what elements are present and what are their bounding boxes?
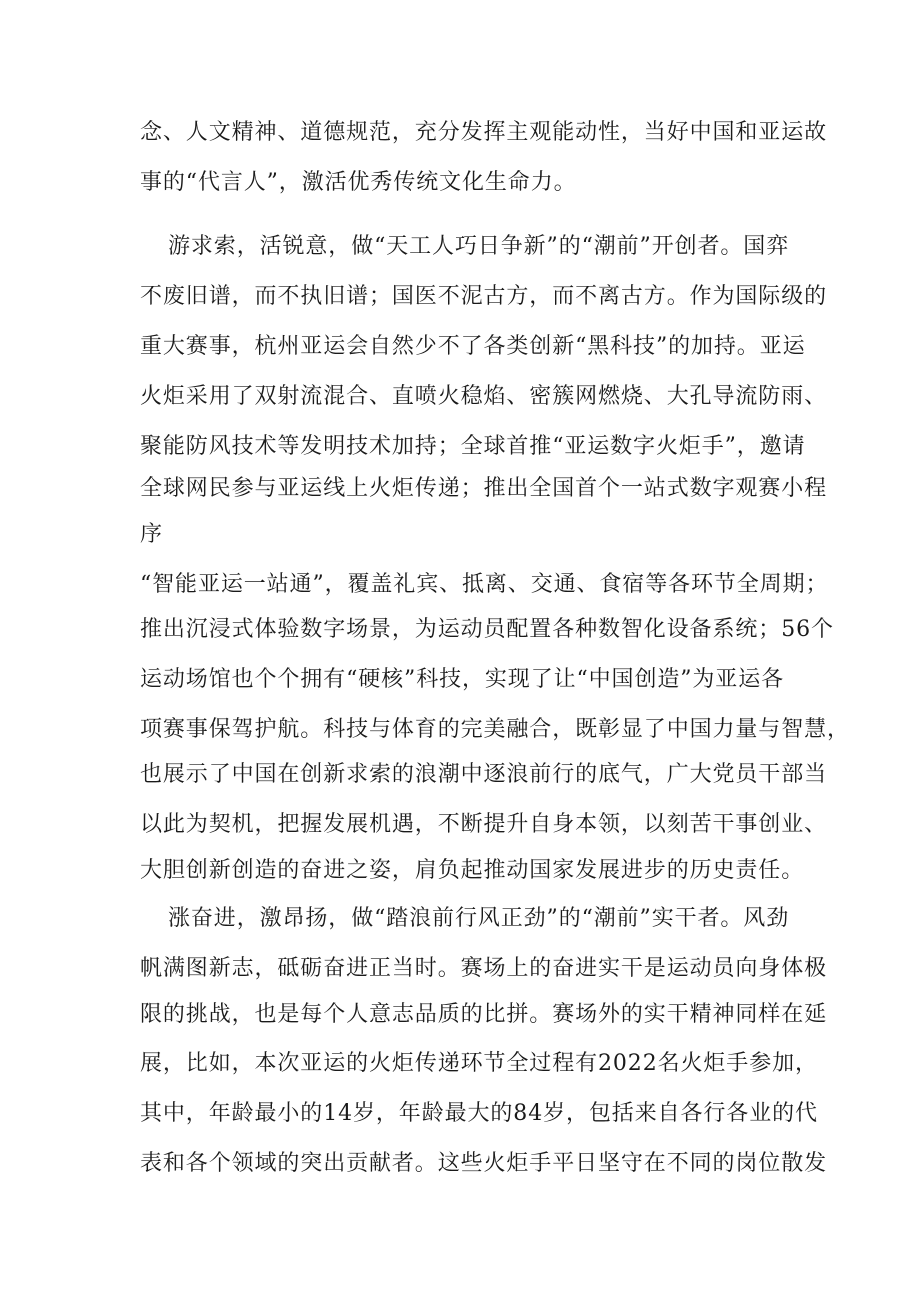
text-line: 运动场馆也个个拥有“硬核”科技，实现了让“中国创造”为亚运各 bbox=[140, 667, 784, 692]
text-line: 其中，年龄最小的14岁，年龄最大的84岁，包括来自各行各业的代 bbox=[140, 1101, 818, 1126]
text-line: 序 bbox=[140, 522, 163, 547]
text-line: 展，比如，本次亚运的火炬传递环节全过程有2022名火炬手参加， bbox=[140, 1051, 818, 1076]
text-line: 火炬采用了双射流混合、直喷火稳焰、密簇网燃烧、大孔导流防雨、 bbox=[140, 384, 828, 409]
text-line: 聚能防风技术等发明技术加持；全球首推“亚运数字火炬手”，邀请 bbox=[140, 434, 806, 459]
text-line: 不废旧谱，而不执旧谱；国医不泥古方，而不离古方。作为国际级的 bbox=[140, 284, 828, 309]
text-line: 以此为契机，把握发展机遇，不断提升自身本领，以刻苦干事创业、 bbox=[140, 812, 828, 837]
text-line: “智能亚运一站通”，覆盖礼宾、抵离、交通、食宿等各环节全周期； bbox=[140, 572, 829, 597]
text-line: 项赛事保驾护航。科技与体育的完美融合，既彰显了中国力量与智慧， bbox=[140, 717, 850, 742]
text-line: 推出沉浸式体验数字场景，为运动员配置各种数智化设备系统；56个 bbox=[140, 617, 834, 642]
text-line: 重大赛事，杭州亚运会自然少不了各类创新“黑科技”的加持。亚运 bbox=[140, 334, 806, 359]
text-line: 念、人文精神、道德规范，充分发挥主观能动性，当好中国和亚运故 bbox=[140, 120, 828, 145]
text-line: 也展示了中国在创新求索的浪潮中逐浪前行的底气，广大党员干部当 bbox=[140, 762, 828, 787]
paragraph-start-line: 涨奋进，激昂扬，做“踏浪前行风正劲”的“潮前”实干者。风劲 bbox=[168, 906, 790, 931]
text-line: 事的“代言人”，激活优秀传统文化生命力。 bbox=[140, 170, 577, 195]
text-line: 全球网民参与亚运线上火炬传递；推出全国首个一站式数字观赛小程 bbox=[140, 476, 828, 501]
text-line: 表和各个领域的突出贡献者。这些火炬手平日坚守在不同的岗位散发 bbox=[140, 1151, 828, 1176]
text-line: 帆满图新志，砥砺奋进正当时。赛场上的奋进实干是运动员向身体极 bbox=[140, 956, 828, 981]
text-line: 限的挑战，也是每个人意志品质的比拼。赛场外的实干精神同样在延 bbox=[140, 1002, 828, 1027]
paragraph-start-line: 游求索，活锐意，做“天工人巧日争新”的“潮前”开创者。国弈 bbox=[168, 234, 790, 259]
text-line: 大胆创新创造的奋进之姿，肩负起推动国家发展进步的历史责任。 bbox=[140, 858, 805, 883]
